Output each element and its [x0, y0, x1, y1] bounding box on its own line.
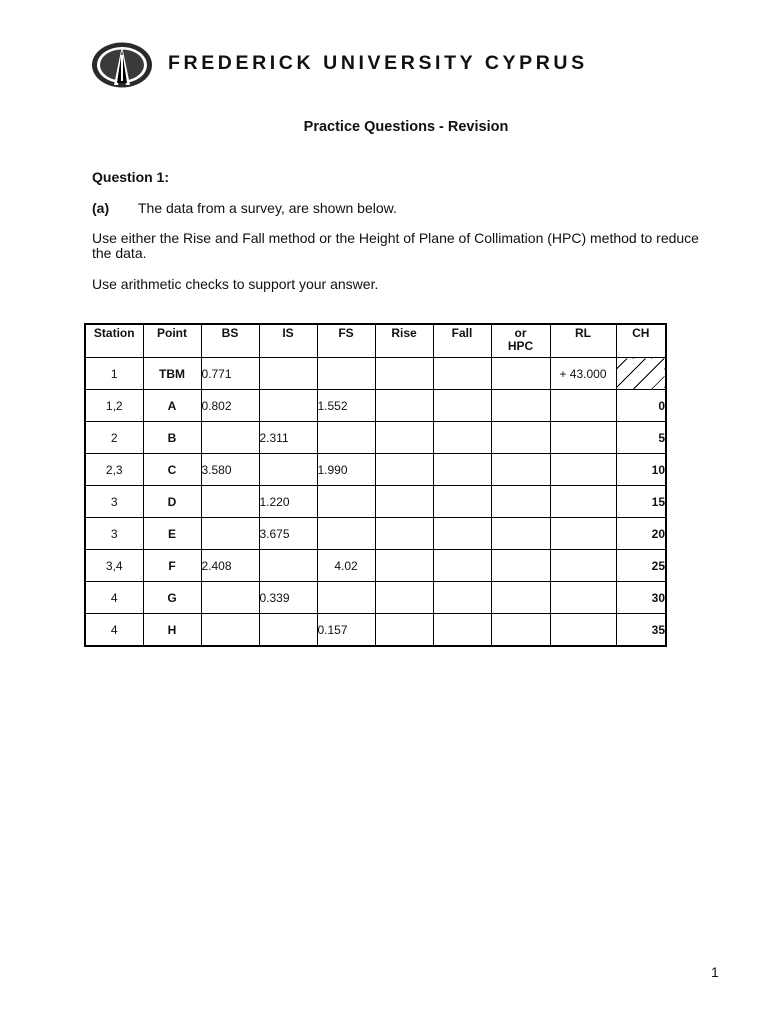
col-ch: CH	[616, 324, 666, 358]
cell-is	[259, 454, 317, 486]
table-row	[85, 614, 666, 647]
question-heading: Question 1:	[92, 169, 170, 185]
cell-hpc	[491, 422, 550, 454]
col-fs: FS	[317, 324, 375, 358]
cell-fs	[317, 486, 375, 518]
cell-station: 2,3	[85, 454, 143, 486]
cell-fall	[433, 614, 491, 647]
cell-fall	[433, 518, 491, 550]
cell-rl	[550, 390, 616, 422]
cell-hpc	[491, 358, 550, 390]
cell-rise	[375, 358, 433, 390]
cell-fs	[317, 422, 375, 454]
table-row	[85, 518, 666, 550]
table-header-row	[85, 324, 666, 358]
col-rise: Rise	[375, 324, 433, 358]
cell-bs	[201, 614, 259, 647]
table-row	[85, 550, 666, 582]
cell-station: 4	[85, 582, 143, 614]
col-bs: BS	[201, 324, 259, 358]
cell-rl	[550, 614, 616, 647]
cell-fs	[317, 518, 375, 550]
cell-fall	[433, 358, 491, 390]
cell-hpc	[491, 486, 550, 518]
cell-station: 4	[85, 614, 143, 647]
cell-point: E	[143, 518, 201, 550]
cell-fall	[433, 422, 491, 454]
page-number: 1	[711, 964, 719, 980]
cell-ch: 5	[616, 422, 666, 454]
cell-rise	[375, 486, 433, 518]
cell-is	[259, 390, 317, 422]
survey-table	[84, 323, 667, 647]
cell-ch: 20	[616, 518, 666, 550]
cell-point: A	[143, 390, 201, 422]
cell-point: H	[143, 614, 201, 647]
cell-is	[259, 358, 317, 390]
cell-rise	[375, 518, 433, 550]
cell-bs	[201, 582, 259, 614]
cell-is: 1.220	[259, 486, 317, 518]
cell-point: D	[143, 486, 201, 518]
cell-rise	[375, 550, 433, 582]
table-row	[85, 390, 666, 422]
cell-fall	[433, 486, 491, 518]
cell-bs: 3.580	[201, 454, 259, 486]
cell-ch-hatched	[616, 358, 666, 390]
cell-rl	[550, 422, 616, 454]
col-rl: RL	[550, 324, 616, 358]
cell-bs: 2.408	[201, 550, 259, 582]
cell-station: 3,4	[85, 550, 143, 582]
cell-rise	[375, 582, 433, 614]
cell-bs: 0.771	[201, 358, 259, 390]
cell-hpc	[491, 550, 550, 582]
cell-rl	[550, 550, 616, 582]
table-row	[85, 422, 666, 454]
cell-ch: 30	[616, 582, 666, 614]
cell-fs	[317, 358, 375, 390]
cell-ch: 35	[616, 614, 666, 647]
cell-point: C	[143, 454, 201, 486]
cell-rise	[375, 454, 433, 486]
cell-rl: + 43.000	[550, 358, 616, 390]
cell-rl	[550, 454, 616, 486]
cell-hpc	[491, 390, 550, 422]
cell-point: B	[143, 422, 201, 454]
cell-station: 3	[85, 518, 143, 550]
university-name: FREDERICK UNIVERSITY CYPRUS	[168, 52, 588, 74]
page-title: Practice Questions - Revision	[303, 119, 509, 135]
cell-hpc	[491, 518, 550, 550]
cell-hpc	[491, 582, 550, 614]
cell-fs: 1.552	[317, 390, 375, 422]
table-row	[85, 358, 666, 390]
cell-bs	[201, 422, 259, 454]
cell-fs: 1.990	[317, 454, 375, 486]
cell-fs: 0.157	[317, 614, 375, 647]
cell-fall	[433, 582, 491, 614]
cell-fall	[433, 550, 491, 582]
cell-fall	[433, 390, 491, 422]
cell-rise	[375, 390, 433, 422]
cell-is: 3.675	[259, 518, 317, 550]
cell-point: TBM	[143, 358, 201, 390]
cell-is: 0.339	[259, 582, 317, 614]
cell-bs: 0.802	[201, 390, 259, 422]
cell-ch: 25	[616, 550, 666, 582]
table-row	[85, 486, 666, 518]
cell-hpc	[491, 614, 550, 647]
cell-bs	[201, 518, 259, 550]
cell-is: 2.311	[259, 422, 317, 454]
cell-ch: 15	[616, 486, 666, 518]
cell-ch: 10	[616, 454, 666, 486]
cell-rise	[375, 614, 433, 647]
part-text: The data from a survey, are shown below.	[138, 200, 397, 216]
part-label: (a)	[92, 200, 110, 216]
instruction-text: Use either the Rise and Fall method or the Height of Plane of Collimation (HPC) method to reduce the data.	[92, 230, 699, 261]
table-row	[85, 582, 666, 614]
cell-ch: 0	[616, 390, 666, 422]
cell-hpc	[491, 454, 550, 486]
col-point: Point	[143, 324, 201, 358]
col-or-hpc: or HPC	[491, 324, 550, 358]
cell-station: 2	[85, 422, 143, 454]
col-station: Station	[85, 324, 143, 358]
cell-rl	[550, 486, 616, 518]
cell-rl	[550, 518, 616, 550]
cell-is	[259, 550, 317, 582]
cell-station: 1	[85, 358, 143, 390]
cell-fall	[433, 454, 491, 486]
cell-station: 3	[85, 486, 143, 518]
cell-rl	[550, 582, 616, 614]
cell-point: F	[143, 550, 201, 582]
cell-bs	[201, 486, 259, 518]
cell-fs	[317, 582, 375, 614]
table-row	[85, 454, 666, 486]
cell-point: G	[143, 582, 201, 614]
cell-station: 1,2	[85, 390, 143, 422]
cell-rise	[375, 422, 433, 454]
col-fall: Fall	[433, 324, 491, 358]
cell-is	[259, 614, 317, 647]
university-logo	[91, 41, 153, 89]
cell-fs: 4.02	[317, 550, 375, 582]
arithmetic-check-text: Use arithmetic checks to support your answer.	[92, 276, 379, 292]
col-is: IS	[259, 324, 317, 358]
